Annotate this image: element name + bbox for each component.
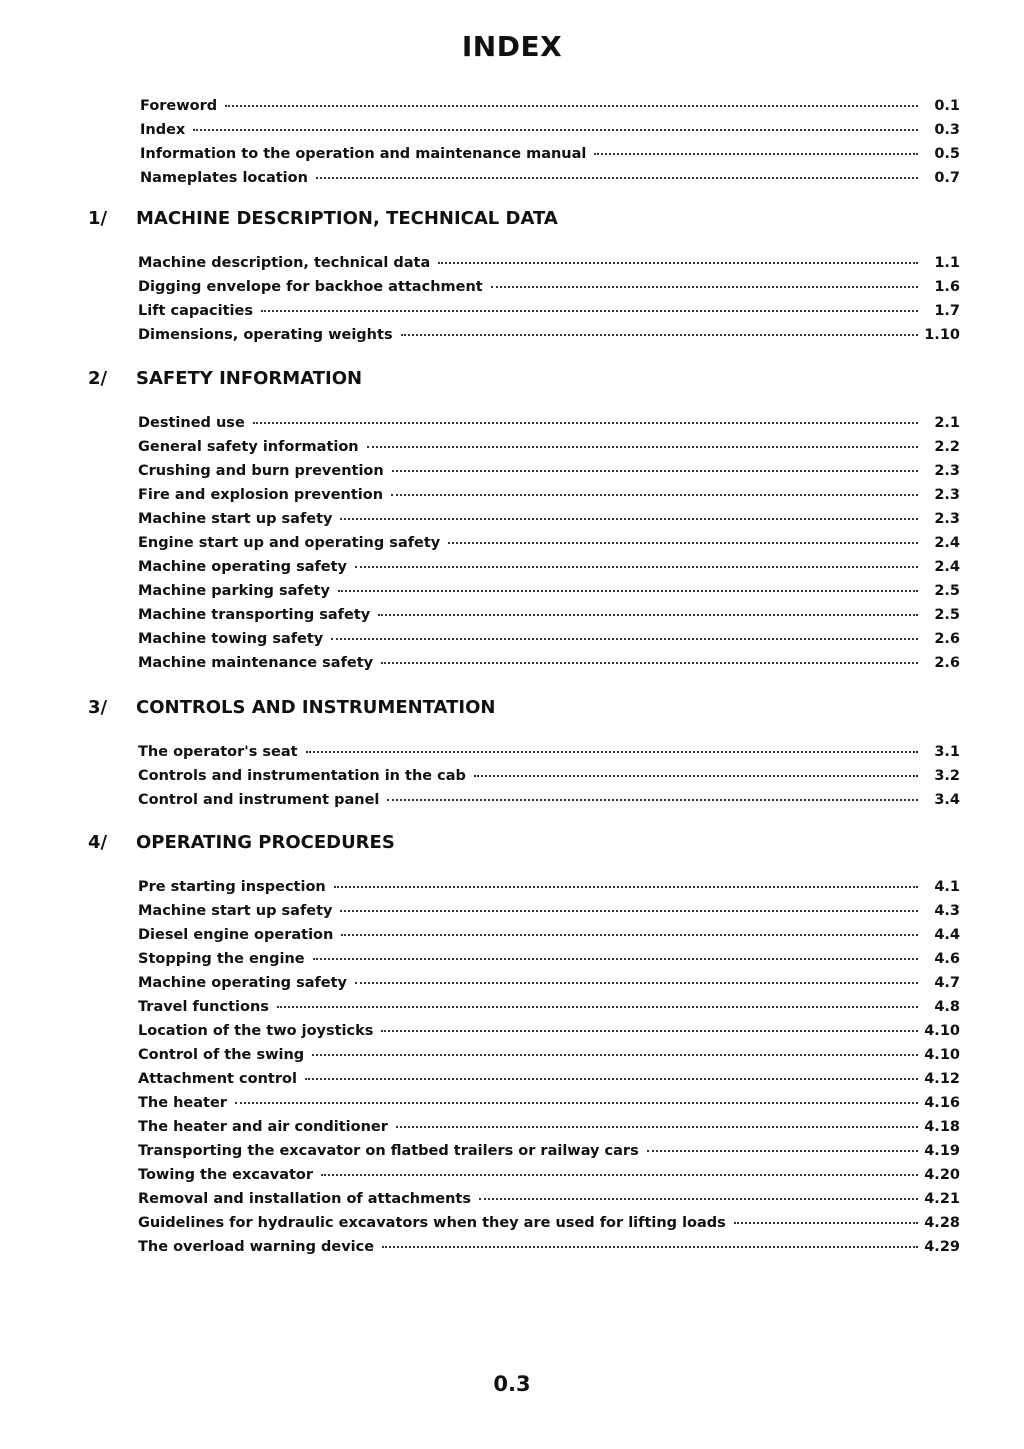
section-entries (138, 744, 960, 816)
toc-entry[interactable] (138, 1167, 960, 1191)
toc-entry[interactable] (138, 1191, 960, 1215)
toc-entry-title: Attachment control (138, 1071, 297, 1087)
section-entries (138, 879, 960, 1263)
toc-entry[interactable] (138, 768, 960, 792)
toc-entry-title: Travel functions (138, 999, 269, 1015)
leader-dots (193, 129, 918, 131)
leader-dots (253, 422, 918, 424)
leader-dots (382, 1246, 918, 1248)
leader-dots (378, 614, 918, 616)
toc-entry-page: 4.1 (934, 879, 960, 895)
toc-entry-page: 3.2 (934, 768, 960, 784)
toc-entry-title: The overload warning device (138, 1239, 375, 1255)
toc-entry-title: Information to the operation and maintenance manual (140, 146, 587, 162)
toc-entry[interactable] (138, 415, 960, 439)
leader-dots (277, 1006, 918, 1008)
toc-entry[interactable] (138, 631, 960, 655)
leader-dots (387, 799, 918, 801)
section-header (88, 697, 960, 727)
leader-dots (316, 177, 918, 179)
toc-entry[interactable] (138, 303, 960, 327)
leader-dots (734, 1222, 918, 1224)
section-header (88, 832, 960, 862)
leader-dots (391, 494, 918, 496)
section-header (88, 368, 960, 398)
toc-entry-page: 0.5 (934, 146, 960, 162)
toc-entry-title: Index (140, 122, 186, 138)
toc-entry[interactable] (138, 607, 960, 631)
toc-entry-title: Removal and installation of attachments (138, 1191, 471, 1207)
toc-entry[interactable] (138, 1047, 960, 1071)
toc-entry-title: Lift capacities (138, 303, 253, 319)
toc-entry-page: 2.3 (934, 487, 960, 503)
toc-entry-page: 4.28 (924, 1215, 960, 1231)
toc-entry-page: 4.6 (934, 951, 960, 967)
leader-dots (334, 886, 918, 888)
toc-entry[interactable] (138, 1095, 960, 1119)
toc-entry-page: 4.21 (924, 1191, 960, 1207)
toc-entry[interactable] (138, 879, 960, 903)
toc-entry-title: Machine start up safety (138, 903, 333, 919)
page-number: 0.3 (493, 1372, 531, 1396)
leader-dots (474, 775, 918, 777)
toc-entry-page: 1.1 (934, 255, 960, 271)
leader-dots (305, 1078, 918, 1080)
section-entries (138, 255, 960, 351)
toc-entry-page: 2.3 (934, 511, 960, 527)
toc-entry[interactable] (138, 279, 960, 303)
leader-dots (367, 446, 918, 448)
section-number: 2/ (88, 368, 108, 389)
toc-entry-page: 2.2 (934, 439, 960, 455)
intro-list (140, 98, 960, 194)
toc-entry-title: The heater and air conditioner (138, 1119, 388, 1135)
section-number: 4/ (88, 832, 108, 853)
section-title: CONTROLS AND INSTRUMENTATION (136, 697, 496, 718)
toc-entry[interactable] (138, 535, 960, 559)
toc-entry-page: 4.12 (924, 1071, 960, 1087)
toc-entry-title: Machine maintenance safety (138, 655, 374, 671)
leader-dots (306, 751, 918, 753)
toc-entry-page: 2.5 (934, 583, 960, 599)
toc-entry[interactable] (138, 744, 960, 768)
leader-dots (235, 1102, 918, 1104)
toc-entry-title: Controls and instrumentation in the cab (138, 768, 466, 784)
leader-dots (491, 286, 918, 288)
leader-dots (594, 153, 918, 155)
leader-dots (479, 1198, 918, 1200)
toc-entry-page: 2.6 (934, 655, 960, 671)
toc-entry-page: 4.20 (924, 1167, 960, 1183)
toc-entry-page: 2.6 (934, 631, 960, 647)
toc-entry-title: Foreword (140, 98, 218, 114)
section-controls-instrumentation (88, 697, 960, 816)
toc-entry-title: Machine start up safety (138, 511, 333, 527)
toc-entry-page: 2.4 (934, 559, 960, 575)
toc-entry-page: 1.10 (924, 327, 960, 343)
toc-entry-title: Engine start up and operating safety (138, 535, 441, 551)
toc-entry[interactable] (138, 1023, 960, 1047)
section-header (88, 208, 960, 238)
page-title: INDEX (461, 30, 563, 63)
toc-entry[interactable] (138, 999, 960, 1023)
leader-dots (396, 1126, 918, 1128)
toc-entry[interactable] (138, 1239, 960, 1263)
toc-entry[interactable] (138, 1071, 960, 1095)
toc-entry[interactable] (140, 122, 960, 146)
toc-entry-page: 4.10 (924, 1047, 960, 1063)
toc-entry[interactable] (140, 146, 960, 170)
toc-entry-title: Machine parking safety (138, 583, 330, 599)
toc-entry-page: 1.7 (934, 303, 960, 319)
toc-entry-page: 4.29 (924, 1239, 960, 1255)
toc-entry[interactable] (138, 487, 960, 511)
toc-entry-title: Transporting the excavator on flatbed trailers or railway cars (138, 1143, 639, 1159)
toc-entry[interactable] (138, 1143, 960, 1167)
toc-entry-title: Machine towing safety (138, 631, 324, 647)
toc-entry-page: 4.19 (924, 1143, 960, 1159)
toc-entry[interactable] (138, 792, 960, 816)
leader-dots (261, 310, 918, 312)
toc-entry-title: Crushing and burn prevention (138, 463, 384, 479)
toc-entry-title: Fire and explosion prevention (138, 487, 384, 503)
toc-entry-title: Guidelines for hydraulic excavators when they are used for lifting loads (138, 1215, 726, 1231)
section-title: MACHINE DESCRIPTION, TECHNICAL DATA (136, 208, 558, 229)
toc-entry-page: 4.16 (924, 1095, 960, 1111)
toc-entry-page: 4.18 (924, 1119, 960, 1135)
toc-entry-title: Stopping the engine (138, 951, 305, 967)
toc-entry[interactable] (138, 511, 960, 535)
section-title: SAFETY INFORMATION (136, 368, 363, 389)
toc-entry-title: Pre starting inspection (138, 879, 326, 895)
section-safety-information (88, 368, 960, 679)
toc-entry-title: General safety information (138, 439, 359, 455)
leader-dots (392, 470, 918, 472)
toc-entry-title: Towing the excavator (138, 1167, 314, 1183)
toc-entry-title: Dimensions, operating weights (138, 327, 393, 343)
leader-dots (321, 1174, 918, 1176)
toc-entry-title: Machine description, technical data (138, 255, 431, 271)
toc-entry-title: Control and instrument panel (138, 792, 380, 808)
toc-entry[interactable] (138, 1215, 960, 1239)
toc-entry-title: Machine transporting safety (138, 607, 371, 623)
toc-entry-page: 1.6 (934, 279, 960, 295)
toc-entry-title: Nameplates location (140, 170, 308, 186)
toc-entry-title: Location of the two joysticks (138, 1023, 374, 1039)
toc-entry-title: The operator's seat (138, 744, 298, 760)
leader-dots (340, 910, 918, 912)
toc-entry[interactable] (140, 98, 960, 122)
toc-entry[interactable] (138, 927, 960, 951)
toc-entry[interactable] (138, 655, 960, 679)
leader-dots (381, 662, 918, 664)
toc-entry-title: Destined use (138, 415, 245, 431)
toc-entry[interactable] (138, 255, 960, 279)
leader-dots (225, 105, 918, 107)
toc-entry-page: 0.7 (934, 170, 960, 186)
leader-dots (312, 1054, 918, 1056)
toc-entry-page: 4.3 (934, 903, 960, 919)
toc-entry-page: 4.10 (924, 1023, 960, 1039)
toc-entry-page: 2.1 (934, 415, 960, 431)
leader-dots (313, 958, 918, 960)
toc-entry-title: Machine operating safety (138, 975, 348, 991)
toc-entry[interactable] (138, 327, 960, 351)
section-entries (138, 415, 960, 679)
toc-entry-page: 0.1 (934, 98, 960, 114)
section-title: OPERATING PROCEDURES (136, 832, 395, 853)
section-number: 3/ (88, 697, 108, 718)
leader-dots (338, 590, 918, 592)
toc-entry-page: 4.4 (934, 927, 960, 943)
section-machine-description (88, 208, 960, 351)
toc-entry-page: 2.3 (934, 463, 960, 479)
leader-dots (341, 934, 918, 936)
leader-dots (381, 1030, 918, 1032)
leader-dots (401, 334, 918, 336)
toc-entry-page: 3.4 (934, 792, 960, 808)
toc-entry-title: Diesel engine operation (138, 927, 334, 943)
leader-dots (331, 638, 918, 640)
leader-dots (647, 1150, 918, 1152)
leader-dots (438, 262, 918, 264)
section-operating-procedures (88, 832, 960, 1263)
toc-entry-page: 0.3 (934, 122, 960, 138)
toc-entry-title: The heater (138, 1095, 227, 1111)
leader-dots (355, 566, 918, 568)
toc-entry[interactable] (138, 1119, 960, 1143)
leader-dots (340, 518, 918, 520)
toc-entry[interactable] (138, 951, 960, 975)
leader-dots (448, 542, 918, 544)
toc-entry-title: Machine operating safety (138, 559, 348, 575)
toc-entry[interactable] (138, 583, 960, 607)
toc-entry-page: 4.8 (934, 999, 960, 1015)
toc-entry-page: 3.1 (934, 744, 960, 760)
toc-entry[interactable] (138, 559, 960, 583)
toc-entry-title: Digging envelope for backhoe attachment (138, 279, 483, 295)
toc-entry[interactable] (140, 170, 960, 194)
toc-entry[interactable] (138, 903, 960, 927)
toc-entry[interactable] (138, 463, 960, 487)
section-number: 1/ (88, 208, 108, 229)
toc-entry-page: 4.7 (934, 975, 960, 991)
toc-entry-page: 2.5 (934, 607, 960, 623)
leader-dots (355, 982, 918, 984)
toc-entry-title: Control of the swing (138, 1047, 305, 1063)
toc-entry[interactable] (138, 439, 960, 463)
toc-entry-page: 2.4 (934, 535, 960, 551)
toc-entry[interactable] (138, 975, 960, 999)
